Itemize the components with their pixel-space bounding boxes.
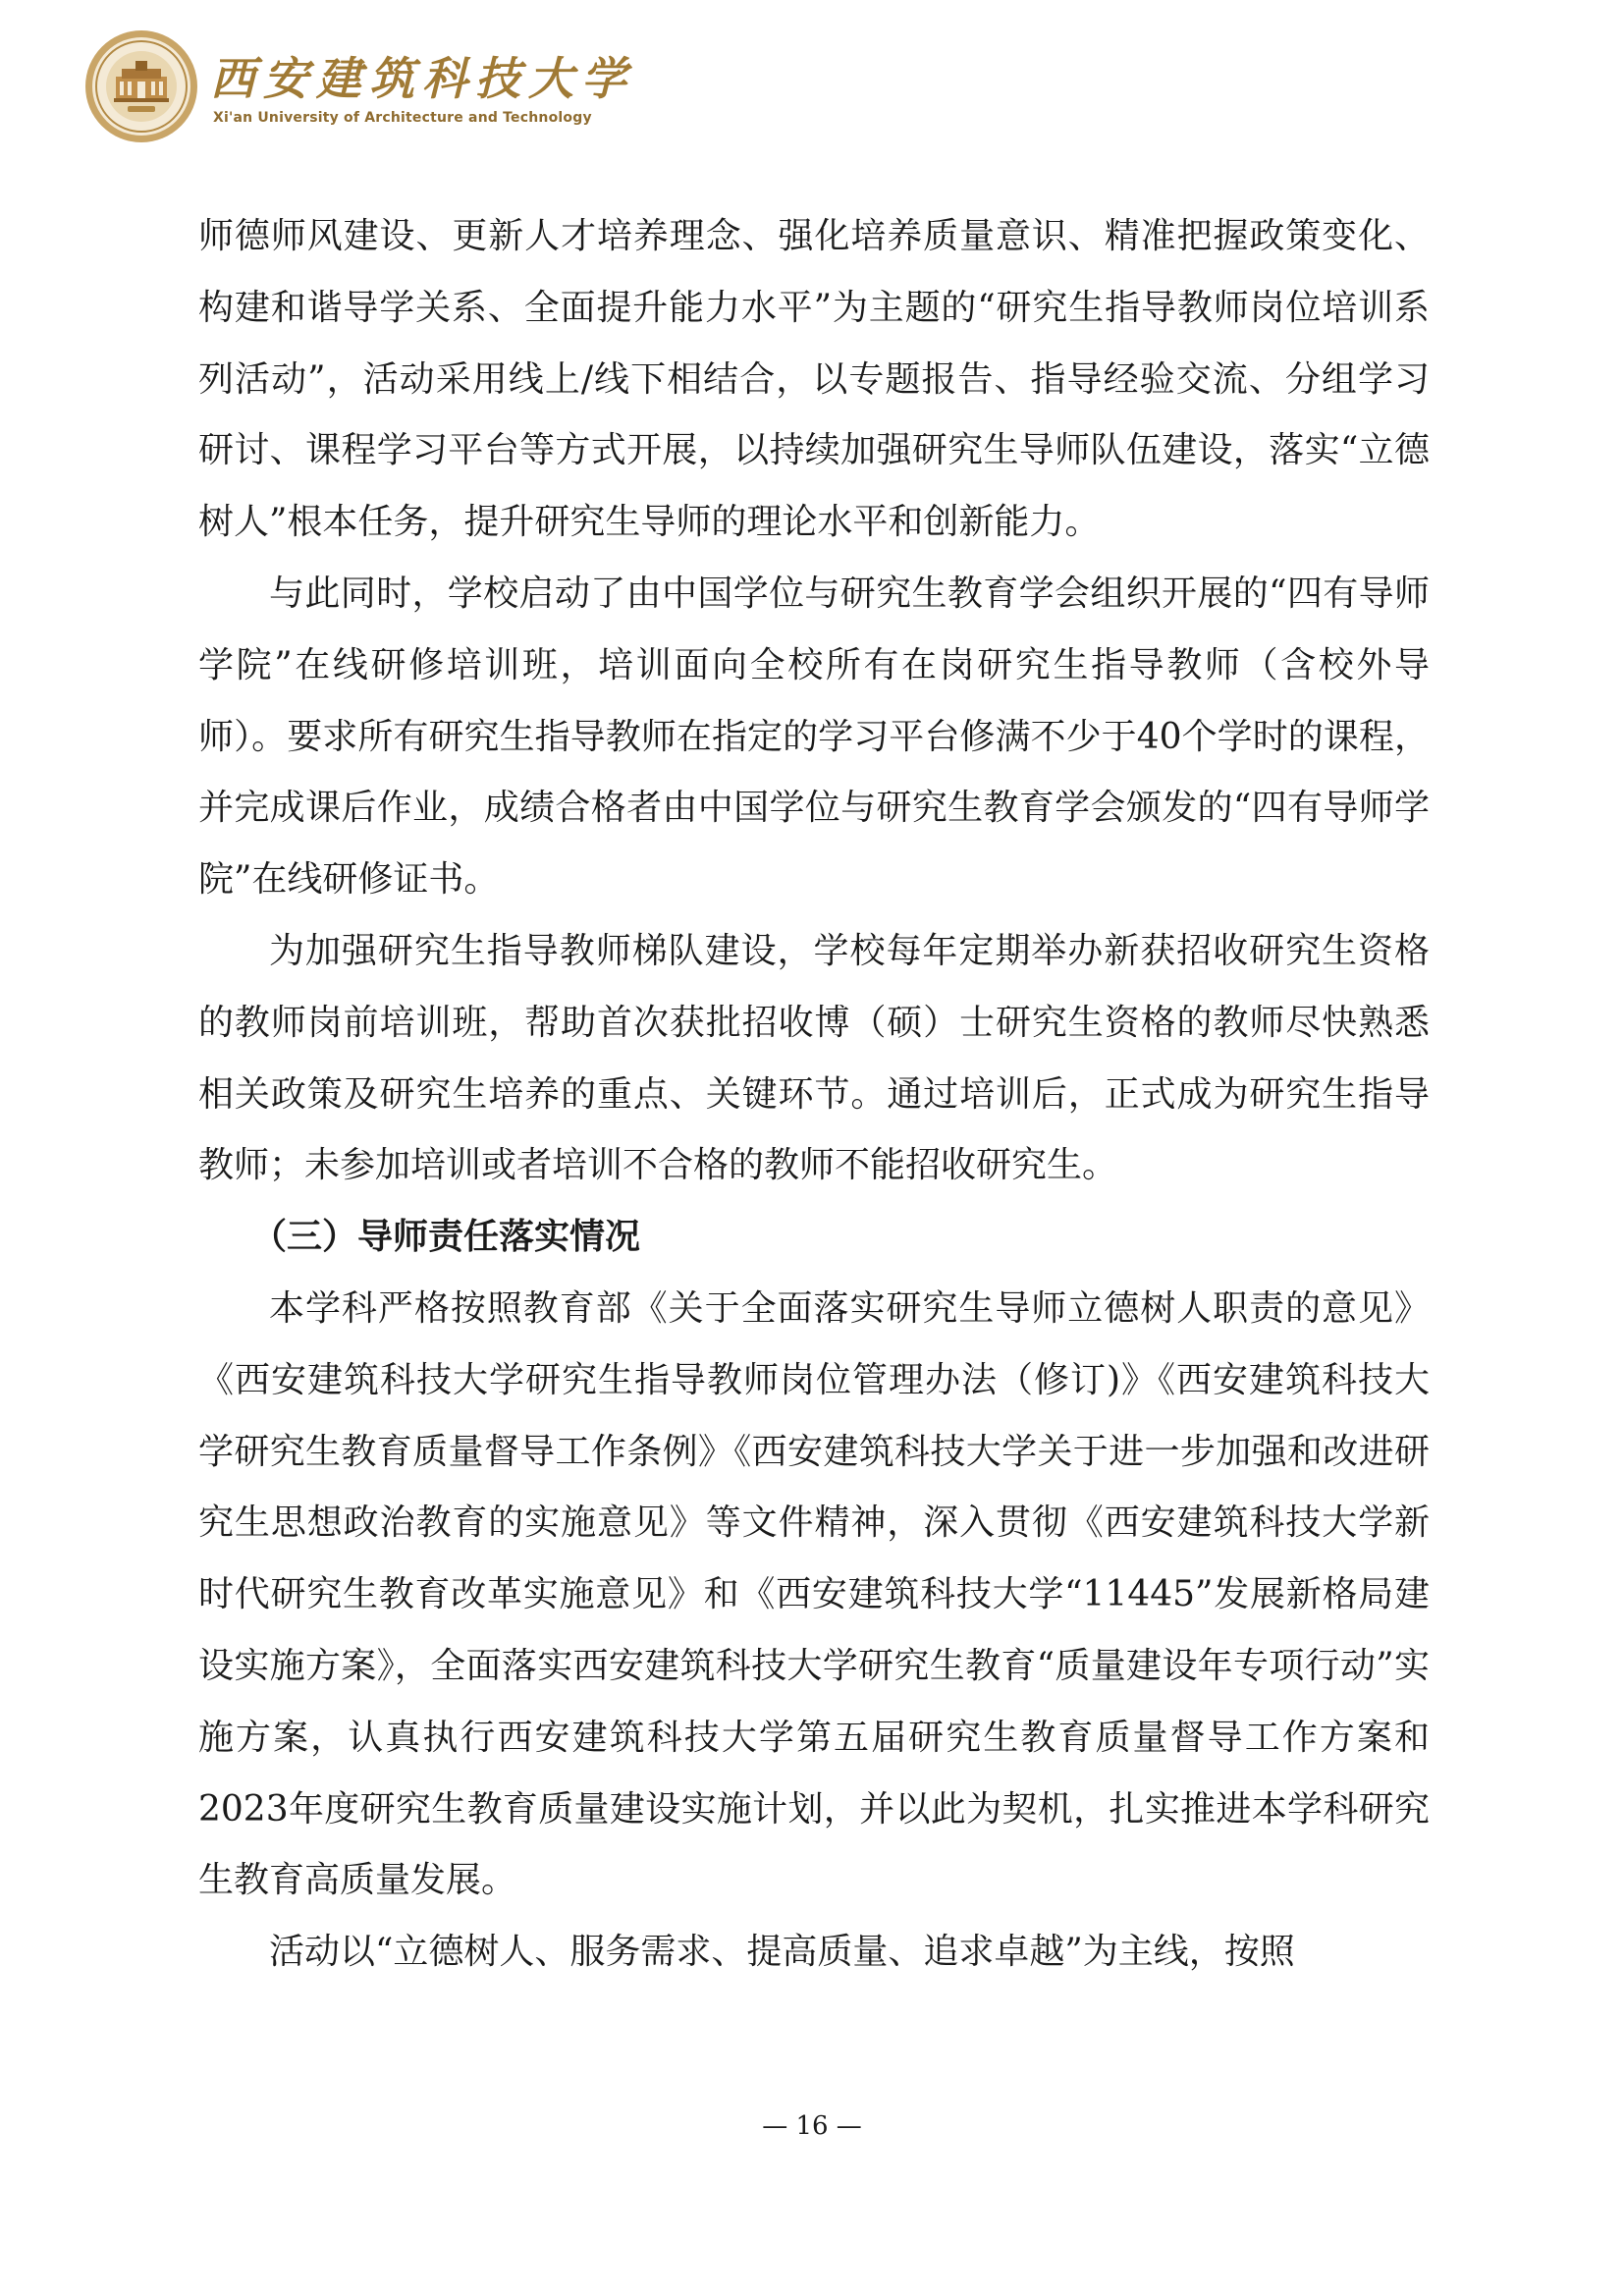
body-paragraph: 活动以“立德树人、服务需求、提高质量、追求卓越”为主线，按照 <box>269 1932 1295 1973</box>
university-name-cn: 西安建筑科技大学 <box>210 52 634 105</box>
university-seal-icon <box>82 27 200 145</box>
page-number: — 16 — <box>762 2111 862 2141</box>
document-body <box>198 201 1430 1989</box>
body-paragraph: 与此同时，学校启动了由中国学位与研究生教育学会组织开展的“四有导师学院”在线研修培训班，培训面向全校所有在岗研究生指导教师（含校外导师）。要求所有研究生指导教师在指定的学习平台修满不少于40个学时的课程，并完成课后作业，成绩合格者由中国学位与研究生教育学会颁发的“四有导师学院”在线研修证书。 <box>198 573 1430 901</box>
body-paragraph: 师德师风建设、更新人才培养理念、强化培养质量意识、精准把握政策变化、构建和谐导学关系、全面提升能力水平”为主题的“研究生指导教师岗位培训系列活动”，活动采用线上/线下相结合，以专题报告、指导经验交流、分组学习研讨、课程学习平台等方式开展，以持续加强研究生导师队伍建设，落实“立德树人”根本任务，提升研究生导师的理论水平和创新能力。 <box>198 216 1430 543</box>
body-paragraph: 本学科严格按照教育部《关于全面落实研究生导师立德树人职责的意见》《西安建筑科技大学研究生指导教师岗位管理办法（修订)》《西安建筑科技大学研究生教育质量督导工作条例》《西安建筑科技大学关于进一步加强和改进研究生思想政治教育的实施意见》等文件精神，深入贯彻《西安建筑科技大学新时代研究生教育改革实施意见》和《西安建筑科技大学“11445”发展新格局建设实施方案》，全面落实西安建筑科技大学研究生教育“质量建设年专项行动”实施方案，认真执行西安建筑科技大学第五届研究生教育质量督导工作方案和2023年度研究生教育质量建设实施计划，并以此为契机，扎实推进本学科研究生教育高质量发展。 <box>198 1287 1430 1901</box>
body-paragraph: 为加强研究生指导教师梯队建设，学校每年定期举办新获招收研究生资格的教师岗前培训班，帮助首次获批招收博（硕）士研究生资格的教师尽快熟悉相关政策及研究生培养的重点、关键环节。通过培训后，正式成为研究生指导教师；未参加培训或者培训不合格的教师不能招收研究生。 <box>198 930 1430 1186</box>
page-header <box>82 27 632 155</box>
section-heading: （三）导师责任落实情况 <box>251 1217 641 1258</box>
university-name-en: Xi'an University of Architecture and Technology <box>213 110 592 126</box>
